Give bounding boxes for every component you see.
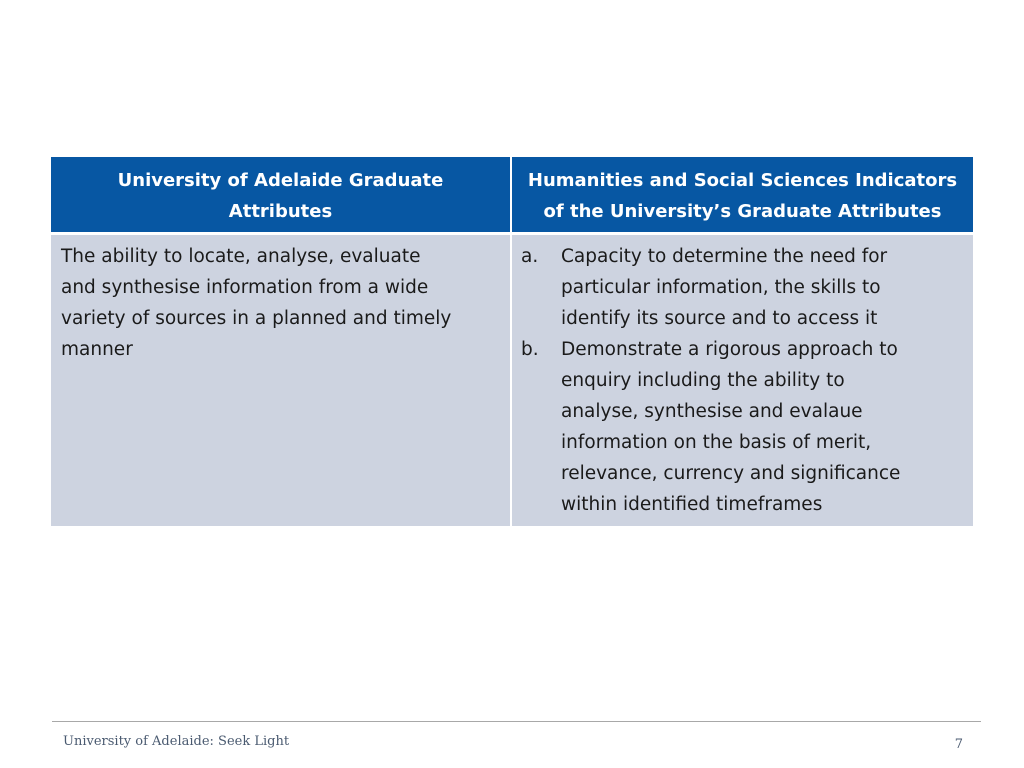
cell-line: within identified timeframes — [561, 494, 823, 515]
table-row — [51, 234, 973, 527]
cell-line: information on the basis of merit, — [561, 432, 872, 453]
cell-line: relevance, currency and significance — [561, 463, 901, 484]
list-item-text — [561, 241, 963, 334]
list-item — [521, 334, 963, 520]
cell-line: and synthesise information from a wide — [61, 277, 429, 298]
header-line: of the University’s Graduate Attributes — [543, 201, 942, 222]
cell-line: enquiry including the ability to — [561, 370, 845, 391]
cell-line: identify its source and to access it — [561, 308, 878, 329]
indicators-cell — [511, 234, 973, 527]
header-university-attributes — [51, 157, 511, 234]
attribute-cell — [51, 234, 511, 527]
cell-line: variety of sources in a planned and timely — [61, 308, 452, 329]
cell-line: Capacity to determine the need for — [561, 246, 888, 267]
list-item-text — [561, 334, 963, 520]
page-number: 7 — [954, 737, 963, 752]
cell-line: analyse, synthesise and evalaue — [561, 401, 863, 422]
table-header-row — [51, 157, 973, 234]
cell-line: particular information, the skills to — [561, 277, 881, 298]
header-line: Attributes — [228, 201, 333, 222]
footer-text: University of Adelaide: Seek Light — [63, 734, 290, 749]
header-hass-indicators — [511, 157, 973, 234]
cell-line: Demonstrate a rigorous approach to — [561, 339, 898, 360]
cell-line: manner — [61, 339, 133, 360]
header-line: University of Adelaide Graduate — [117, 170, 444, 191]
header-line: Humanities and Social Sciences Indicators — [527, 170, 958, 191]
list-item — [521, 241, 963, 334]
cell-line: The ability to locate, analyse, evaluate — [61, 246, 421, 267]
graduate-attributes-table — [51, 157, 973, 526]
footer-divider — [52, 721, 981, 722]
list-marker: a. — [521, 246, 539, 267]
list-marker: b. — [521, 339, 539, 360]
